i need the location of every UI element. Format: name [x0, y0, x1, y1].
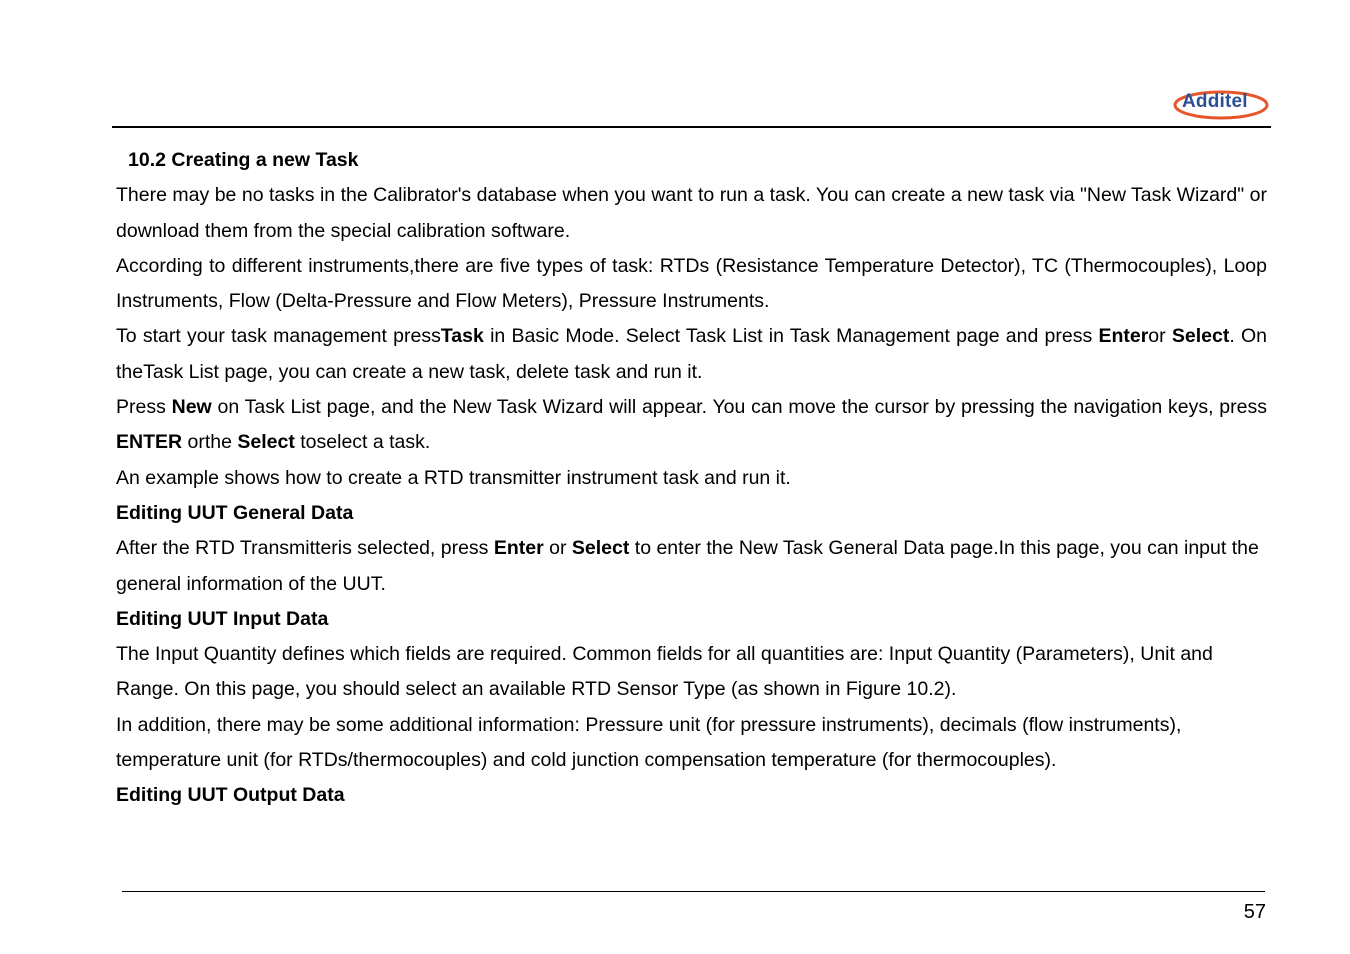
paragraph-intro: There may be no tasks in the Calibrator's database when you want to run a task. You can create a new task via "New Task Wizard" or download them from the special calibration software.	[116, 184, 1267, 242]
paragraph-start-task: To start your task management pressTask in Basic Mode. Select Task List in Task Management page and press Enteror Select. On theTask List page, you can create a new task, delete task and run it.	[116, 325, 1267, 383]
subheading-output-data: Editing UUT Output Data	[116, 784, 345, 807]
page-number: 57	[1243, 901, 1266, 923]
header-divider	[112, 126, 1271, 128]
bold-select: Select	[571, 537, 630, 560]
footer-divider	[122, 891, 1265, 892]
paragraph-general-data: After the RTD Transmitteris selected, press Enter or Select to enter the New Task General Data page.In this page, you can input the general information of the UUT.	[116, 537, 1259, 595]
logo-wordmark: Additel	[1182, 91, 1248, 112]
paragraph-additional-info: In addition, there may be some additional information: Pressure unit (for pressure instruments), decimals (flow instruments), temperature unit (for RTDs/thermocouples) and cold junction compensation temperature (for thermocouples).	[116, 713, 1182, 772]
bold-new: New	[171, 396, 212, 419]
bold-task: Task	[440, 325, 484, 348]
subheading-input-data: Editing UUT Input Data	[116, 607, 329, 630]
paragraph-new-wizard: Press New on Task List page, and the New Task Wizard will appear. You can move the cursor by pressing the navigation keys, press ENTER orthe Select toselect a task.	[116, 396, 1267, 454]
section-title: 10.2 Creating a new Task	[128, 149, 359, 171]
bold-enter-caps: ENTER	[116, 431, 183, 454]
paragraph-example: An example shows how to create a RTD transmitter instrument task and run it.	[116, 466, 791, 489]
paragraph-input-quantity: The Input Quantity defines which fields are required. Common fields for all quantities are: Input Quantity (Parameters), Unit and Range. On this page, you should select an available RTD Sensor Type (as shown in Figure 10.2).	[116, 643, 1213, 701]
subheading-general-data: Editing UUT General Data	[116, 501, 354, 524]
additel-logo	[1172, 86, 1270, 126]
document-body	[116, 143, 1267, 814]
bold-enter: Enter	[1098, 325, 1149, 348]
bold-select: Select	[237, 431, 295, 454]
paragraph-task-types: According to different instruments,there are five types of task: RTDs (Resistance Temperature Detector), TC (Thermocouples), Loop Instruments, Flow (Delta-Pressure and Flow Meters), Pressure Instruments.	[116, 254, 1267, 313]
bold-select: Select	[1171, 325, 1230, 348]
bold-enter: Enter	[493, 537, 544, 560]
